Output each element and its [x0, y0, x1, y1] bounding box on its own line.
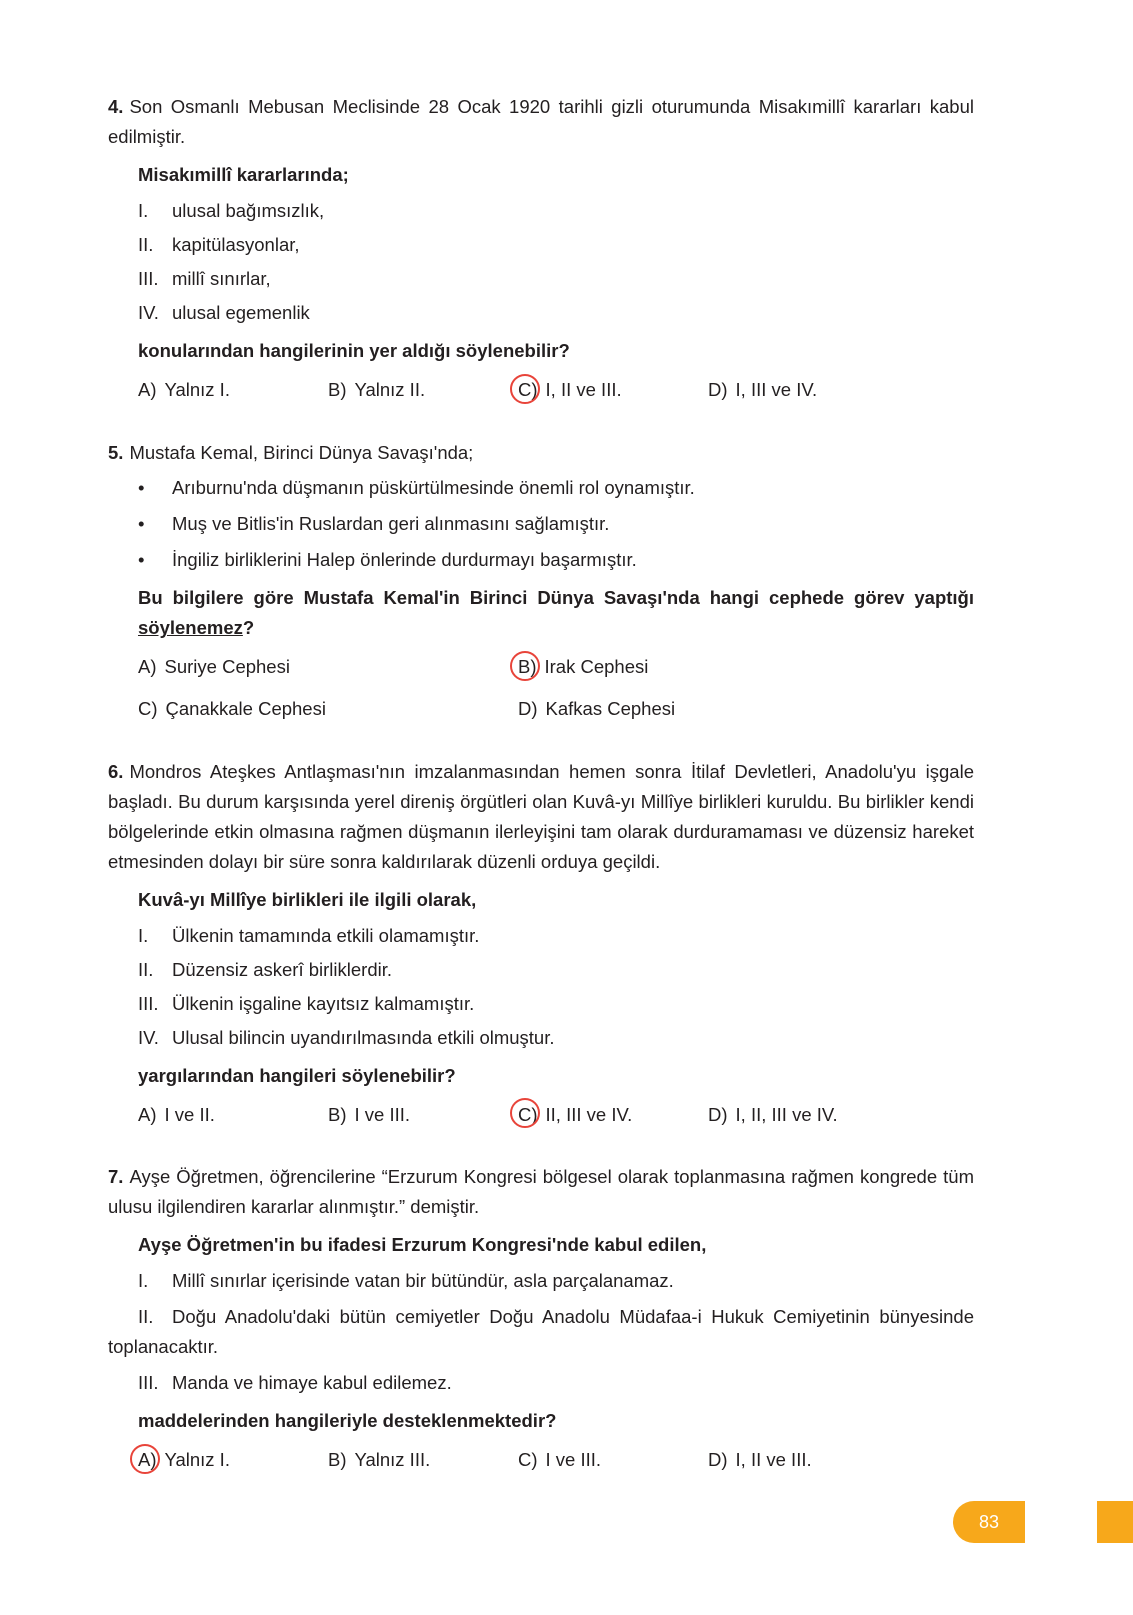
option-text: I, II ve III. — [545, 378, 622, 400]
question-6-number: 6. — [108, 760, 124, 782]
question-6-item-2 — [108, 955, 974, 985]
question-7-intro — [108, 1162, 974, 1222]
item-text: Manda ve himaye kabul edilemez. — [172, 1372, 452, 1394]
question-7-option-b[interactable] — [328, 1446, 518, 1474]
question-6-option-d[interactable] — [708, 1101, 838, 1129]
question-5 — [108, 438, 974, 723]
option-text: Çanakkale Cephesi — [165, 698, 326, 720]
option-label: A) — [138, 1103, 157, 1125]
option-label: B) — [328, 1103, 347, 1125]
item-marker: II. — [138, 1306, 154, 1328]
question-7-option-a[interactable] — [138, 1446, 328, 1474]
question-7-item-3 — [108, 1368, 974, 1398]
option-text: Yalnız I. — [164, 1449, 230, 1470]
option-text: I, II, III ve IV. — [735, 1103, 838, 1125]
question-4-bold-question: konularından hangilerinin yer aldığı söylenebilir? — [138, 339, 570, 361]
question-5-option-a[interactable] — [138, 653, 518, 681]
option-label: D) — [518, 698, 538, 720]
question-7-option-d[interactable] — [708, 1446, 812, 1474]
option-label: D) — [708, 1103, 728, 1125]
question-7-intro-text: Ayşe Öğretmen, öğrencilerine “Erzurum Kongresi bölgesel olarak toplanmasına rağmen kongrede tüm ulusu ilgilendiren kararlar alınmıştır.” demiştir. — [108, 1166, 974, 1218]
option-label: B) — [518, 653, 537, 681]
item-text: Ulusal bilincin uyandırılmasında etkili olmuştur. — [172, 1026, 555, 1048]
question-7-bold-lead: Ayşe Öğretmen'in bu ifadesi Erzurum Kongresi'nde kabul edilen, — [138, 1234, 707, 1256]
question-6-bold-lead: Kuvâ-yı Millîye birlikleri ile ilgili olarak, — [138, 888, 477, 910]
spacer — [108, 723, 974, 757]
question-6-option-c[interactable] — [518, 1101, 708, 1129]
item-marker: II. — [138, 958, 154, 980]
option-label: C) — [138, 698, 158, 720]
question-4-option-d[interactable] — [708, 376, 817, 404]
option-label: C) — [518, 1449, 538, 1470]
item-text: ulusal bağımsızlık, — [172, 199, 325, 221]
option-label: D) — [708, 1449, 728, 1470]
question-6-bold-question: yargılarından hangileri söylenebilir? — [138, 1064, 456, 1086]
question-5-number: 5. — [108, 441, 124, 463]
item-text: Ülkenin tamamında etkili olamamıştır. — [172, 924, 480, 946]
option-label: A) — [138, 656, 157, 678]
bullet-text: Muş ve Bitlis'in Ruslardan geri alınmasını sağlamıştır. — [172, 513, 610, 535]
question-7-bold-question: maddelerinden hangileriyle desteklenmektedir? — [138, 1410, 557, 1432]
question-4-item-2 — [108, 230, 974, 260]
question-5-bullet-2 — [108, 509, 974, 539]
option-text: Yalnız I. — [164, 378, 230, 400]
question-5-option-b[interactable] — [518, 653, 648, 681]
question-4-item-1 — [108, 196, 974, 226]
question-6-item-3 — [108, 989, 974, 1019]
option-label: C) — [518, 376, 538, 404]
item-text: Düzensiz askerî birliklerdir. — [172, 958, 393, 980]
item-marker: III. — [138, 267, 159, 289]
question-4-option-c[interactable] — [518, 376, 708, 404]
question-4-intro-text: Son Osmanlı Mebusan Meclisinde 28 Ocak 1920 tarihli gizli oturumunda Misakımillî kararları kabul edilmiştir. — [108, 96, 974, 147]
question-5-bullet-3 — [108, 545, 974, 575]
question-7-item-2 — [108, 1302, 974, 1362]
bullet-icon: • — [138, 513, 145, 535]
option-label: A) — [138, 1446, 157, 1474]
item-text: Doğu Anadolu'daki bütün cemiyetler Doğu Anadolu Müdafaa-i Hukuk Cemiyetinin bünyesinde toplanacaktır. — [108, 1306, 974, 1358]
question-5-intro — [108, 438, 974, 468]
item-marker: III. — [138, 992, 159, 1014]
option-text: Suriye Cephesi — [164, 656, 290, 678]
option-text: I ve III. — [545, 1449, 602, 1470]
question-4-bold-lead: Misakımillî kararlarında; — [138, 163, 349, 185]
option-text: Kafkas Cephesi — [545, 698, 676, 720]
option-label: A) — [138, 378, 157, 400]
bullet-text: Arıburnu'nda düşmanın püskürtülmesinde önemli rol oynamıştır. — [172, 477, 695, 499]
option-text: I ve III. — [354, 1103, 411, 1125]
item-marker: III. — [138, 1372, 159, 1394]
question-4-option-a[interactable] — [138, 376, 328, 404]
item-text: kapitülasyonlar, — [172, 233, 300, 255]
question-7-answers — [108, 1446, 974, 1474]
question-6-intro — [108, 757, 974, 877]
question-7 — [108, 1162, 974, 1474]
bold-question-part2: ? — [242, 617, 255, 639]
item-marker: IV. — [138, 301, 159, 323]
bold-question-part1: Bu bilgilere göre Mustafa Kemal'in Birinci Dünya Savaşı'nda hangi cephede görev yaptığı — [138, 587, 974, 609]
spacer — [108, 404, 974, 438]
page-content — [108, 92, 974, 1474]
question-6-option-a[interactable] — [138, 1101, 328, 1129]
question-4-intro — [108, 92, 974, 152]
page-number-tab — [953, 1501, 1025, 1543]
question-5-answers — [108, 653, 974, 723]
question-6 — [108, 757, 974, 1128]
question-4-number: 4. — [108, 96, 124, 117]
question-7-number: 7. — [108, 1166, 124, 1188]
question-4-answers — [108, 376, 974, 404]
option-text: Yalnız III. — [354, 1449, 431, 1470]
question-7-item-1 — [108, 1266, 974, 1296]
question-5-intro-text: Mustafa Kemal, Birinci Dünya Savaşı'nda; — [129, 441, 474, 463]
item-text: Ülkenin işgaline kayıtsız kalmamıştır. — [172, 992, 475, 1014]
option-text: Yalnız II. — [354, 378, 426, 400]
question-6-item-4 — [108, 1023, 974, 1053]
question-6-answers — [108, 1101, 974, 1129]
option-text: II, III ve IV. — [545, 1103, 633, 1125]
spacer — [108, 1128, 974, 1162]
item-marker: II. — [138, 233, 154, 255]
question-5-option-d[interactable] — [518, 695, 675, 723]
bullet-icon: • — [138, 477, 145, 499]
item-marker: I. — [138, 199, 149, 221]
item-marker: I. — [138, 1270, 149, 1292]
question-4-item-4 — [108, 298, 974, 328]
question-6-item-1 — [108, 921, 974, 951]
option-label: B) — [328, 378, 347, 400]
bullet-icon: • — [138, 549, 145, 571]
bullet-text: İngiliz birliklerini Halep önlerinde durdurmayı başarmıştır. — [172, 549, 637, 571]
option-text: I, II ve III. — [735, 1449, 812, 1470]
page-number: 83 — [978, 1511, 1000, 1532]
question-5-option-c[interactable] — [138, 695, 518, 723]
page-number-edge-bar — [1097, 1501, 1133, 1543]
question-5-bullet-1 — [108, 473, 974, 503]
question-4-option-b[interactable] — [328, 376, 518, 404]
option-text: I ve II. — [164, 1103, 215, 1125]
option-label: C) — [518, 1101, 538, 1129]
item-text: millî sınırlar, — [172, 267, 271, 289]
option-text: Irak Cephesi — [544, 656, 649, 678]
item-text: ulusal egemenlik — [172, 301, 310, 323]
question-4 — [108, 92, 974, 404]
question-7-option-c[interactable] — [518, 1446, 708, 1474]
bold-question-underline: söylenemez — [138, 617, 243, 639]
question-5-bold-question — [108, 583, 974, 643]
question-4-item-3 — [108, 264, 974, 294]
item-marker: I. — [138, 924, 149, 946]
item-marker: IV. — [138, 1026, 159, 1048]
option-label: B) — [328, 1449, 347, 1470]
question-6-option-b[interactable] — [328, 1101, 518, 1129]
option-label: D) — [708, 378, 728, 400]
option-text: I, III ve IV. — [735, 378, 818, 400]
question-6-intro-text: Mondros Ateşkes Antlaşması'nın imzalanmasından hemen sonra İtilaf Devletleri, Anadolu'yu işgale başladı. Bu durum karşısında yerel direniş örgütleri olan Kuvâ-yı Millîye birlikleri kuruldu. Bu birlikler kendi bölgelerinde etkin olmasına rağmen düşmanın ilerleyişini tam olarak durduramaması ve düzensiz hareket etmesinden dolayı bir süre sonra kaldırılarak düzenli orduya geçildi. — [108, 760, 974, 872]
item-text: Millî sınırlar içerisinde vatan bir bütündür, asla parçalanamaz. — [172, 1270, 674, 1292]
